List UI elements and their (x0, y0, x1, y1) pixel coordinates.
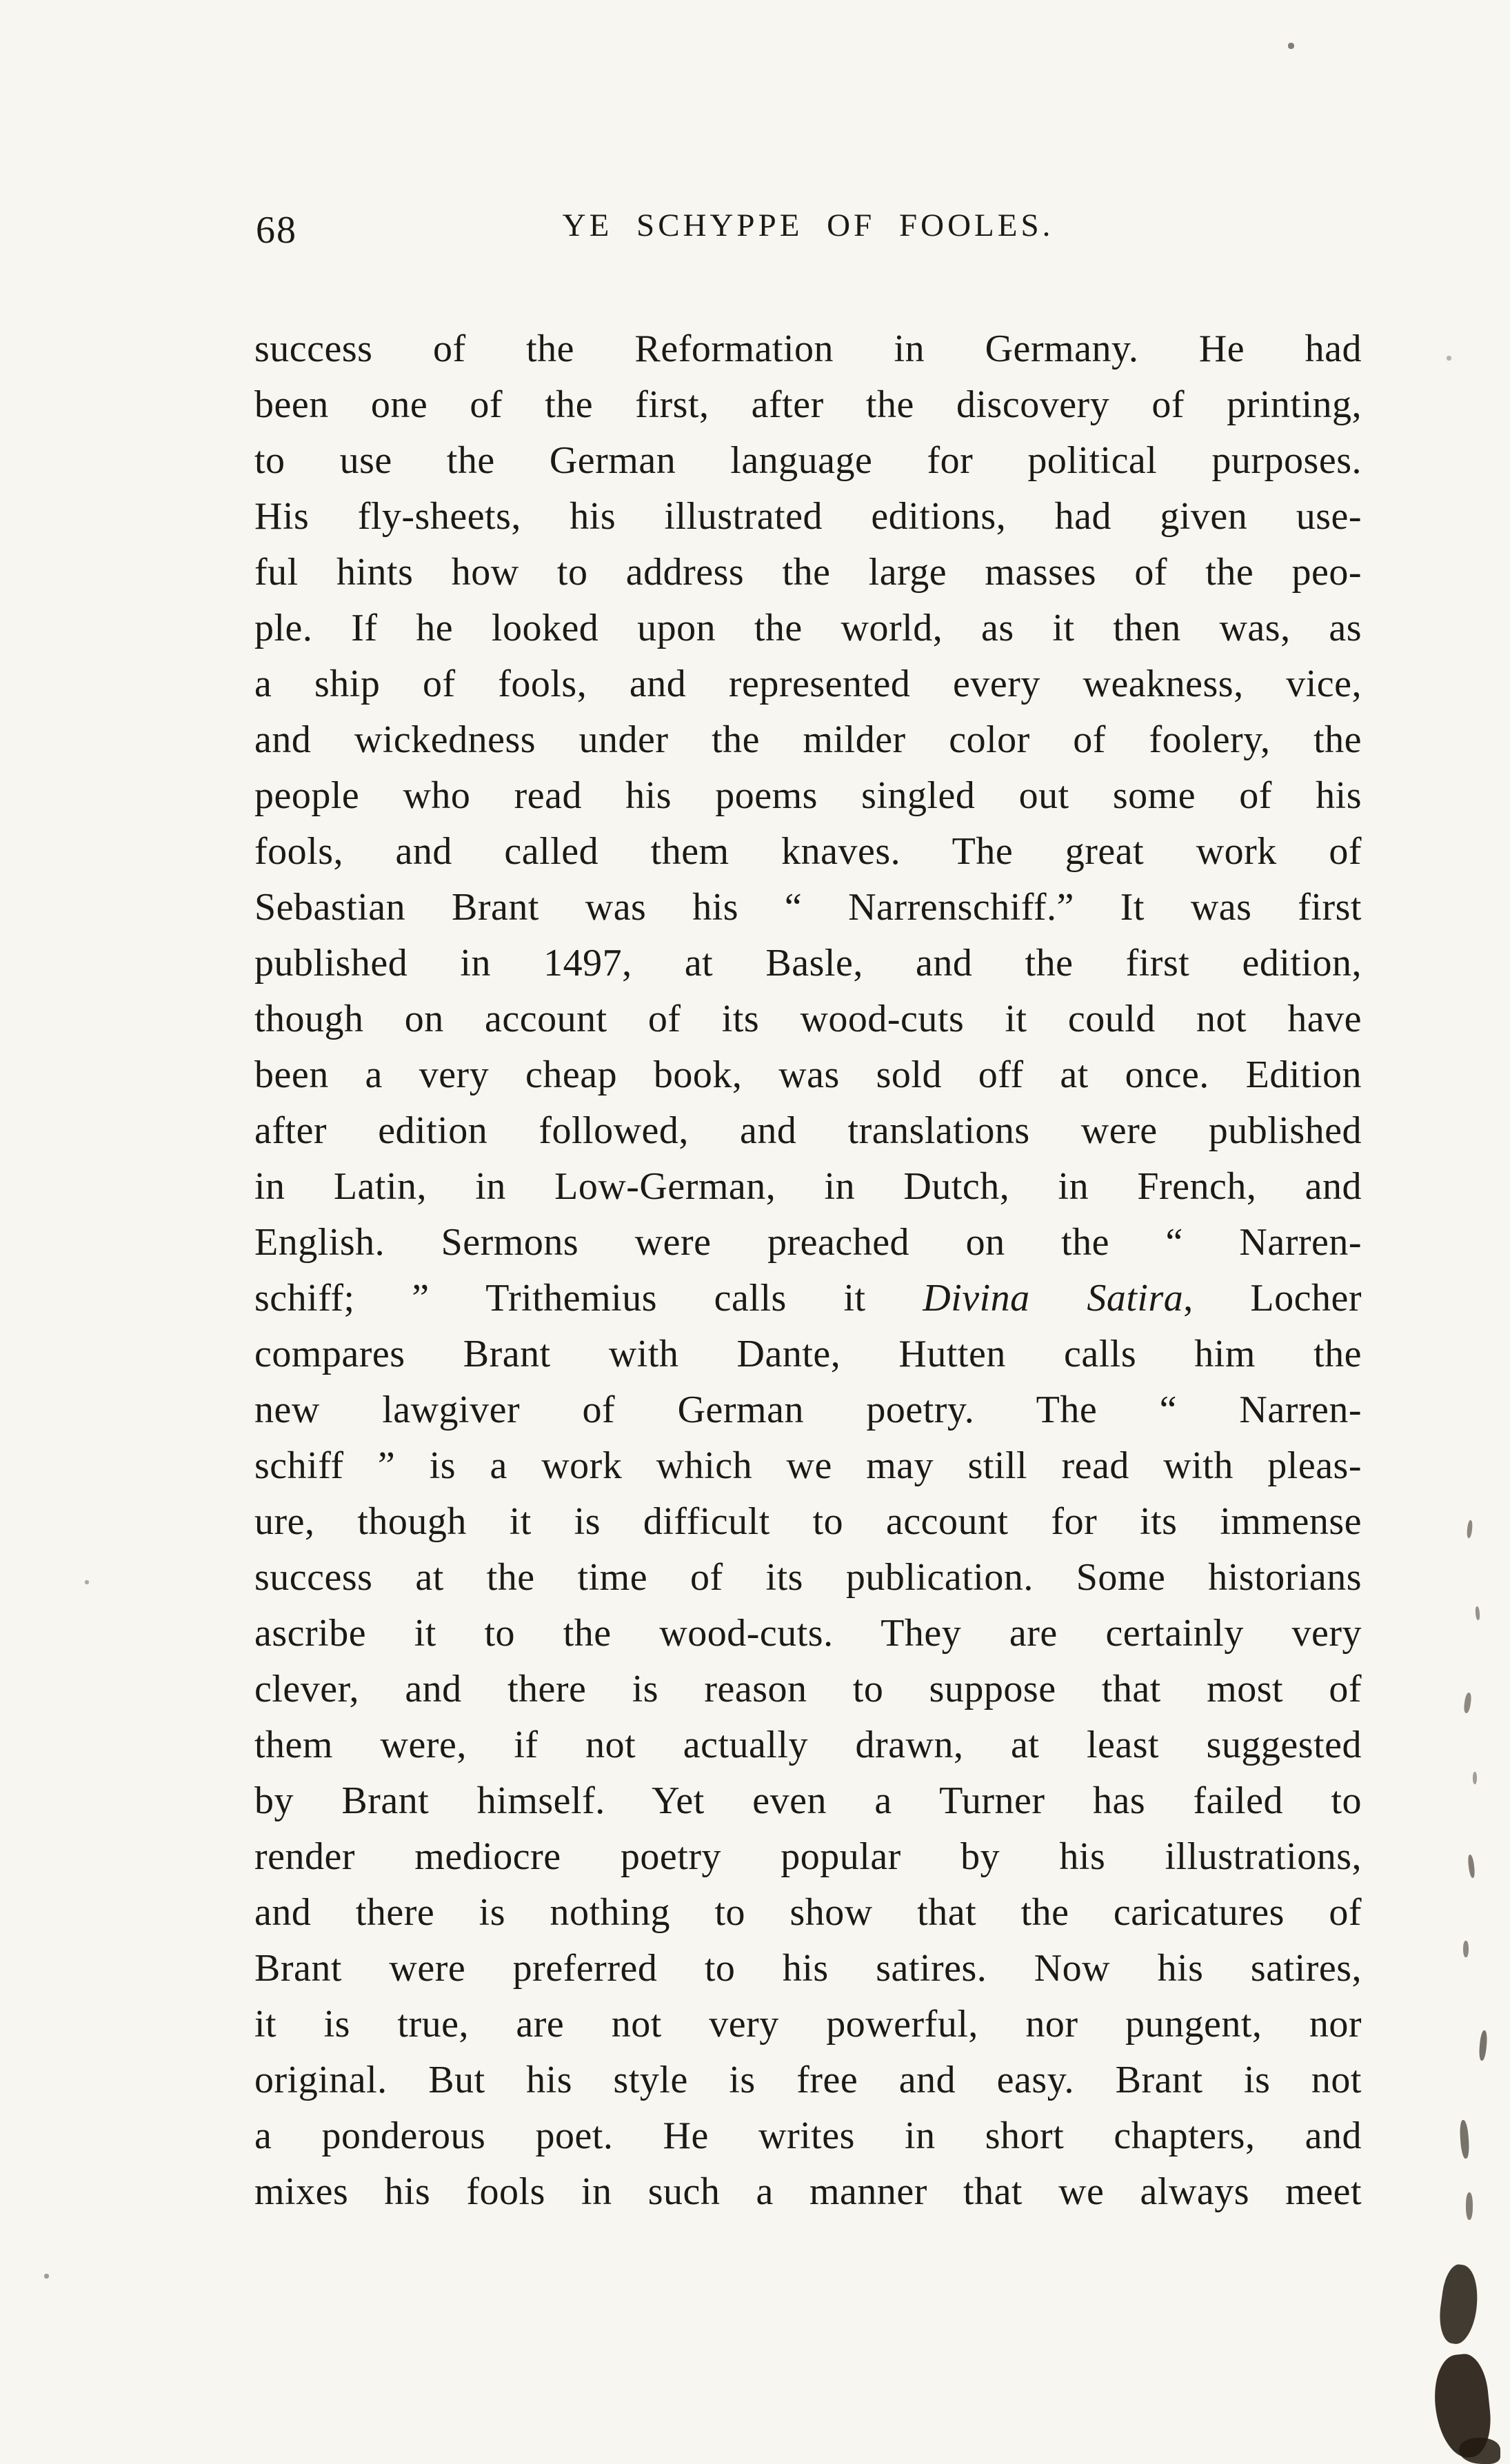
text-line (254, 2108, 1362, 2164)
text-segment: schiff ” is a work which we may still read with pleas- (254, 1444, 1362, 1487)
page-number: 68 (256, 209, 297, 252)
text-segment: them were, if not actually drawn, at least suggested (254, 1724, 1362, 1766)
scan-artifact (1473, 1772, 1477, 1784)
text-line (254, 1550, 1362, 1606)
text-segment: been one of the first, after the discovery of printing, (254, 383, 1362, 426)
text-segment: clever, and there is reason to suppose that most of (254, 1668, 1362, 1710)
text-line (254, 1438, 1362, 1494)
text-segment: His fly-sheets, his illustrated editions, had given use- (254, 495, 1362, 538)
text-segment: and wickedness under the milder color of foolery, the (254, 718, 1362, 761)
text-segment: Sebastian Brant was his “ Narrenschiff.” It was first (254, 886, 1362, 929)
text-segment: success of the Reformation in Germany. He had (254, 327, 1362, 370)
book-page (254, 207, 1362, 2220)
text-line (254, 1773, 1362, 1829)
text-segment: render mediocre poetry popular by his illustrations, (254, 1835, 1362, 1878)
scan-artifact (1466, 2192, 1473, 2220)
text-segment: compares Brant with Dante, Hutten calls him the (254, 1333, 1362, 1375)
scan-artifact (1467, 1855, 1476, 1879)
scan-artifact (44, 2274, 49, 2279)
text-line (254, 1215, 1362, 1271)
text-line (254, 1326, 1362, 1382)
text-line (254, 1662, 1362, 1717)
scan-artifact (1288, 43, 1294, 49)
text-line (254, 377, 1362, 433)
text-line (254, 1494, 1362, 1550)
text-line (254, 1047, 1362, 1103)
italic-text: Divina Satira (923, 1277, 1184, 1320)
text-line (254, 1717, 1362, 1773)
text-segment: in Latin, in Low-German, in Dutch, in French, and (254, 1165, 1362, 1208)
ink-blot (1436, 2263, 1482, 2346)
text-segment: a ship of fools, and represented every weakness, vice, (254, 663, 1362, 705)
text-segment: , Locher (1183, 1277, 1362, 1320)
text-segment: new lawgiver of German poetry. The “ Narren- (254, 1388, 1362, 1431)
page-header-row (254, 207, 1362, 252)
text-line (254, 768, 1362, 824)
text-line (254, 1606, 1362, 1662)
text-segment: fools, and called them knaves. The great work of (254, 830, 1362, 873)
text-line (254, 545, 1362, 600)
text-line (254, 880, 1362, 936)
text-line (254, 1941, 1362, 1997)
text-segment: ple. If he looked upon the world, as it then was, as (254, 607, 1362, 649)
text-line (254, 1997, 1362, 2052)
scan-artifact (1463, 1693, 1472, 1714)
text-segment: it is true, are not very powerful, nor pungent, nor (254, 2003, 1362, 2046)
scan-artifact (1467, 1520, 1473, 1539)
text-segment: original. But his style is free and easy. Brant is not (254, 2059, 1362, 2101)
text-line (254, 321, 1362, 377)
text-segment: been a very cheap book, was sold off at once. Edition (254, 1053, 1362, 1096)
text-segment: schiff; ” Trithemius calls it (254, 1277, 923, 1320)
text-segment: and there is nothing to show that the caricatures of (254, 1891, 1362, 1934)
scan-artifact (1478, 2030, 1488, 2061)
ink-blot (1459, 2438, 1500, 2464)
text-line (254, 489, 1362, 545)
text-segment: after edition followed, and translations were published (254, 1109, 1362, 1152)
text-line (254, 1885, 1362, 1941)
text-line (254, 1382, 1362, 1438)
scan-artifact (1447, 356, 1451, 361)
text-line (254, 1829, 1362, 1885)
text-segment: Brant were preferred to his satires. Now his satires, (254, 1947, 1362, 1990)
text-segment: to use the German language for political purposes. (254, 439, 1362, 482)
scan-artifact (1475, 1606, 1480, 1620)
text-line (254, 1159, 1362, 1215)
text-line (254, 824, 1362, 880)
text-segment: mixes his fools in such a manner that we always meet (254, 2170, 1362, 2213)
text-line (254, 991, 1362, 1047)
text-line (254, 936, 1362, 991)
text-segment: though on account of its wood-cuts it could not have (254, 998, 1362, 1040)
text-segment: ascribe it to the wood-cuts. They are certainly very (254, 1612, 1362, 1655)
text-segment: ure, though it is difficult to account for its immense (254, 1500, 1362, 1543)
body-text (254, 321, 1362, 2220)
running-header: YE SCHYPPE OF FOOLES. (562, 208, 1054, 243)
text-line (254, 2164, 1362, 2220)
text-segment: a ponderous poet. He writes in short chapters, and (254, 2114, 1362, 2157)
text-line (254, 712, 1362, 768)
text-line (254, 600, 1362, 656)
text-line (254, 2052, 1362, 2108)
text-line (254, 1103, 1362, 1159)
text-line (254, 433, 1362, 489)
text-segment: published in 1497, at Basle, and the first edition, (254, 942, 1362, 984)
text-segment: English. Sermons were preached on the “ Narren- (254, 1221, 1362, 1264)
scan-artifact (85, 1580, 89, 1584)
text-segment: people who read his poems singled out some of his (254, 774, 1362, 817)
scan-artifact (1463, 1941, 1469, 1957)
text-line (254, 1271, 1362, 1326)
text-line (254, 656, 1362, 712)
text-segment: ful hints how to address the large masses of the peo- (254, 551, 1362, 594)
scan-artifact (1459, 2120, 1470, 2159)
text-segment: success at the time of its publication. Some historians (254, 1556, 1362, 1599)
text-segment: by Brant himself. Yet even a Turner has failed to (254, 1779, 1362, 1822)
